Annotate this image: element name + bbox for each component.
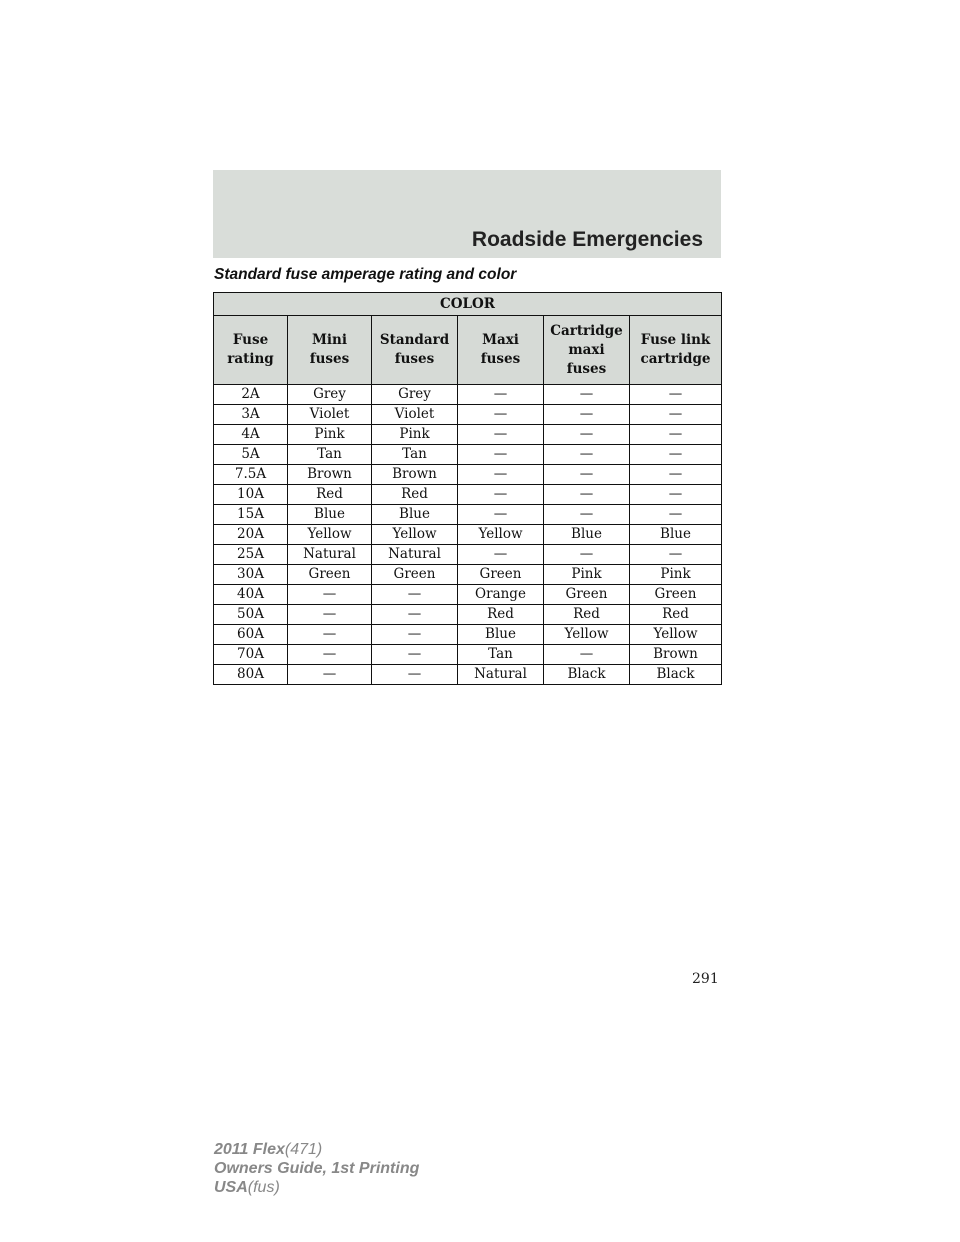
table-cell: 4A <box>214 425 288 445</box>
table-cell: Yellow <box>458 525 544 545</box>
column-header-line: fuses <box>566 360 607 377</box>
table-cell: — <box>630 385 722 405</box>
column-header-line: Mini <box>311 332 347 348</box>
column-header <box>288 316 372 385</box>
table-row <box>214 585 722 605</box>
table-cell: Red <box>544 605 630 625</box>
table-cell: — <box>544 465 630 485</box>
table-cell: Natural <box>288 545 372 565</box>
table-cell: — <box>544 385 630 405</box>
footer-line-region <box>214 1178 419 1197</box>
column-header-line: rating <box>227 351 274 367</box>
table-cell: — <box>288 605 372 625</box>
column-header <box>372 316 458 385</box>
table-cell: Brown <box>372 465 458 485</box>
table-cell: Green <box>544 585 630 605</box>
table-row <box>214 425 722 445</box>
table-cell: Green <box>288 565 372 585</box>
table-cell: Brown <box>630 645 722 665</box>
table-cell: — <box>288 665 372 685</box>
table-cell: Tan <box>372 445 458 465</box>
table-cell: Brown <box>288 465 372 485</box>
table-row <box>214 645 722 665</box>
table-title: Standard fuse amperage rating and color <box>214 266 517 283</box>
table-cell: Blue <box>372 505 458 525</box>
table-cell: Red <box>288 485 372 505</box>
footer-line-printing: Owners Guide, 1st Printing <box>214 1160 420 1177</box>
table-row <box>214 525 722 545</box>
column-header-line: fuses <box>394 351 435 367</box>
table-row <box>214 605 722 625</box>
table-cell: 25A <box>214 545 288 565</box>
table-cell: — <box>630 485 722 505</box>
table-cell: 5A <box>214 445 288 465</box>
table-cell: Yellow <box>544 625 630 645</box>
table-cell: 3A <box>214 405 288 425</box>
table-cell: 15A <box>214 505 288 525</box>
column-header-line: Maxi <box>482 332 519 348</box>
color-group-header: COLOR <box>214 293 722 316</box>
table-cell: Black <box>630 665 722 685</box>
table-cell: — <box>372 665 458 685</box>
table-cell: Blue <box>288 505 372 525</box>
column-header-line: Cartridge <box>550 322 623 339</box>
table-cell: 60A <box>214 625 288 645</box>
fuse-color-table <box>213 292 722 685</box>
footer-line-model <box>214 1140 419 1159</box>
table-cell: 40A <box>214 585 288 605</box>
table-cell: 10A <box>214 485 288 505</box>
table-cell: Blue <box>544 525 630 545</box>
table-cell: — <box>288 645 372 665</box>
table-row <box>214 405 722 425</box>
table-cell: — <box>288 585 372 605</box>
table-row <box>214 485 722 505</box>
table-cell: Red <box>630 605 722 625</box>
table-cell: 30A <box>214 565 288 585</box>
table-cell: — <box>372 645 458 665</box>
footer-model: 2011 Flex <box>214 1141 285 1158</box>
table-cell: Yellow <box>630 625 722 645</box>
column-header <box>214 316 288 385</box>
table-cell: 50A <box>214 605 288 625</box>
table-cell: Red <box>458 605 544 625</box>
table-group-header-row <box>214 293 722 316</box>
table-cell: — <box>630 405 722 425</box>
column-header <box>544 316 630 385</box>
table-cell: — <box>544 445 630 465</box>
table-cell: — <box>288 625 372 645</box>
table-cell: — <box>458 425 544 445</box>
table-cell: 80A <box>214 665 288 685</box>
table-row <box>214 545 722 565</box>
footer-region-code: (fus) <box>247 1179 280 1196</box>
table-row <box>214 385 722 405</box>
table-cell: 70A <box>214 645 288 665</box>
table-cell: Natural <box>372 545 458 565</box>
table-cell: Yellow <box>372 525 458 545</box>
table-cell: — <box>544 505 630 525</box>
table-cell: Black <box>544 665 630 685</box>
table-cell: 2A <box>214 385 288 405</box>
table-cell: Tan <box>458 645 544 665</box>
column-header <box>630 316 722 385</box>
table-cell: — <box>544 405 630 425</box>
print-footer <box>214 1140 419 1197</box>
table-column-header-row <box>214 316 722 385</box>
table-cell: Yellow <box>288 525 372 545</box>
table-body <box>214 385 722 685</box>
table-cell: — <box>458 385 544 405</box>
table-cell: Blue <box>630 525 722 545</box>
table-cell: 20A <box>214 525 288 545</box>
table-cell: — <box>630 465 722 485</box>
footer-region: USA <box>214 1179 248 1196</box>
table-cell: Green <box>372 565 458 585</box>
table-cell: — <box>458 445 544 465</box>
column-header-line: cartridge <box>640 351 711 367</box>
table-cell: — <box>458 405 544 425</box>
table-cell: Violet <box>288 405 372 425</box>
table-cell: — <box>458 485 544 505</box>
table-cell: — <box>544 425 630 445</box>
table-cell: Pink <box>372 425 458 445</box>
table-cell: — <box>630 445 722 465</box>
table-row <box>214 665 722 685</box>
table-cell: Pink <box>288 425 372 445</box>
table-cell: Pink <box>544 565 630 585</box>
table-row <box>214 445 722 465</box>
table-cell: Green <box>458 565 544 585</box>
table-cell: Blue <box>458 625 544 645</box>
table-cell: Grey <box>288 385 372 405</box>
table-cell: — <box>372 605 458 625</box>
table-cell: — <box>630 545 722 565</box>
column-header-line: Standard <box>379 332 450 348</box>
table-cell: — <box>630 425 722 445</box>
column-header-line: Fuse link <box>640 332 711 348</box>
table-cell: Natural <box>458 665 544 685</box>
table-cell: Violet <box>372 405 458 425</box>
section-title: Roadside Emergencies <box>471 228 703 251</box>
table-cell: — <box>372 625 458 645</box>
table-cell: — <box>458 465 544 485</box>
column-header-line: Fuse <box>232 332 269 348</box>
column-header-line: fuses <box>309 351 350 367</box>
page-number: 291 <box>692 971 719 987</box>
table-row <box>214 625 722 645</box>
table-cell: Green <box>630 585 722 605</box>
table-cell: Grey <box>372 385 458 405</box>
table-cell: Pink <box>630 565 722 585</box>
table-cell: — <box>544 645 630 665</box>
table-cell: — <box>458 545 544 565</box>
table-cell: — <box>544 485 630 505</box>
table-cell: — <box>458 505 544 525</box>
table-cell: — <box>630 505 722 525</box>
table-row <box>214 565 722 585</box>
table-cell: 7.5A <box>214 465 288 485</box>
section-header-band <box>213 170 721 258</box>
table-cell: — <box>372 585 458 605</box>
table-cell: Orange <box>458 585 544 605</box>
footer-model-code: (471) <box>284 1141 323 1158</box>
table-row <box>214 465 722 485</box>
column-header <box>458 316 544 385</box>
table-cell: Red <box>372 485 458 505</box>
table-cell: Tan <box>288 445 372 465</box>
column-header-line: maxi <box>568 341 605 358</box>
table-cell: — <box>544 545 630 565</box>
table-row <box>214 505 722 525</box>
column-header-line: fuses <box>480 351 521 367</box>
